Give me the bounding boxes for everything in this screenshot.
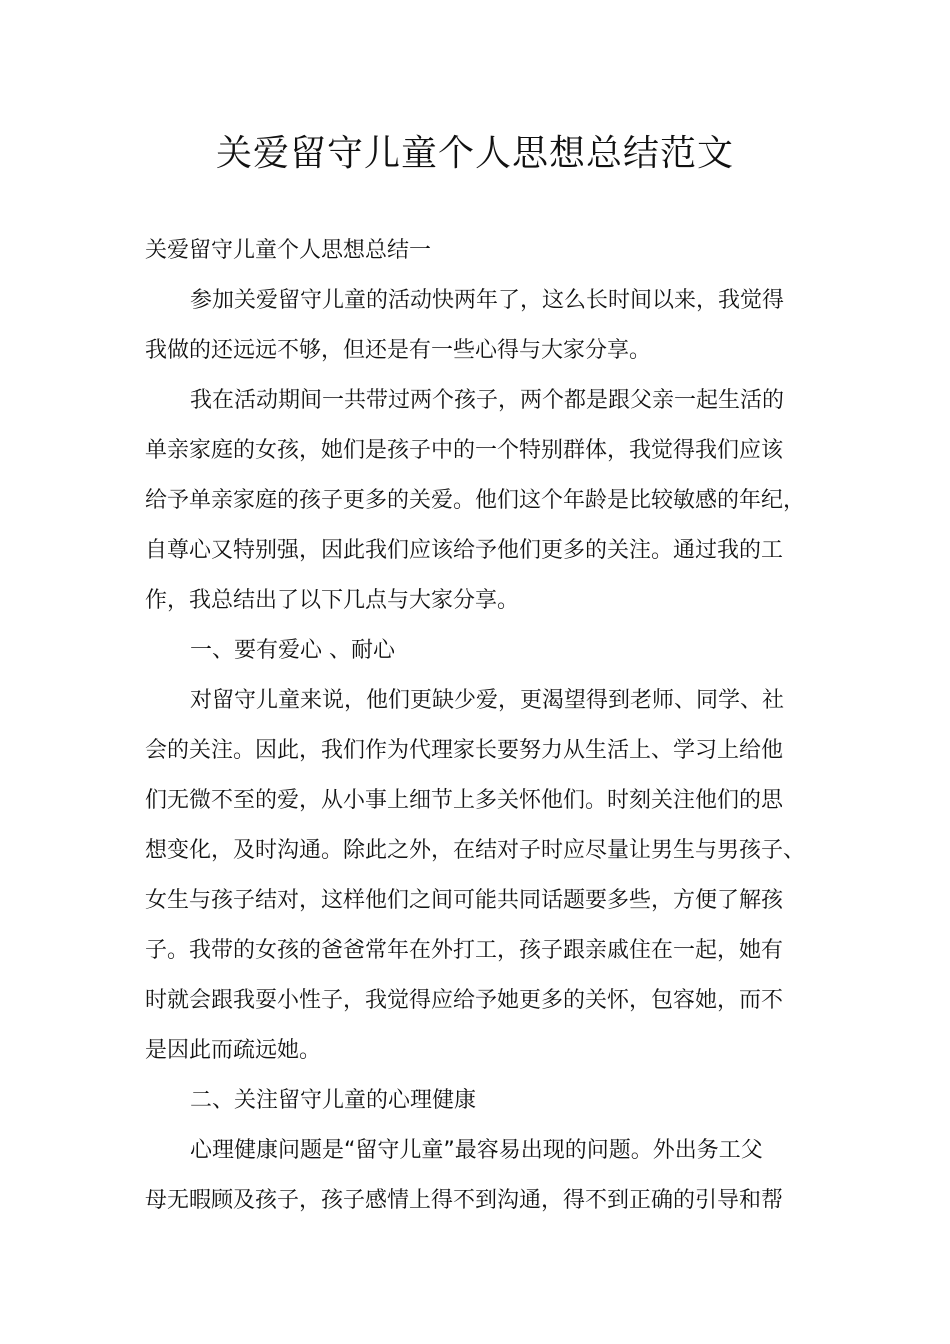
paragraph-line: 对留守儿童来说，他们更缺少爱，更渴望得到老师、同学、社 [190, 688, 785, 713]
paragraph-line: 子。我带的女孩的爸爸常年在外打工，孩子跟亲戚住在一起，她有 [145, 938, 784, 963]
paragraph-line: 心理健康问题是“留守儿童”最容易出现的问题。外出务工父 [190, 1138, 763, 1163]
paragraph-line: 会的关注。因此，我们作为代理家长要努力从生活上、学习上给他 [145, 738, 784, 763]
paragraph-line: 是因此而疏远她。 [145, 1038, 322, 1063]
paragraph-line: 给予单亲家庭的孩子更多的关爱。他们这个年龄是比较敏感的年纪， [145, 488, 806, 513]
subheading: 二、关注留守儿童的心理健康 [190, 1088, 477, 1113]
paragraph-line: 想变化，及时沟通。除此之外，在结对子时应尽量让男生与男孩子、 [145, 838, 806, 863]
paragraph-line: 母无暇顾及孩子，孩子感情上得不到沟通，得不到正确的引导和帮 [145, 1188, 784, 1213]
section-heading: 关爱留守儿童个人思想总结一 [145, 238, 432, 263]
paragraph-line: 作，我总结出了以下几点与大家分享。 [145, 588, 520, 613]
paragraph-line: 单亲家庭的女孩，她们是孩子中的一个特别群体，我觉得我们应该 [145, 438, 784, 463]
paragraph-line: 们无微不至的爱，从小事上细节上多关怀他们。时刻关注他们的思 [145, 788, 784, 813]
document-title: 关爱留守儿童个人思想总结范文 [215, 133, 734, 174]
subheading: 一、要有爱心 、耐心 [190, 638, 395, 663]
paragraph-line: 参加关爱留守儿童的活动快两年了，这么长时间以来，我觉得 [190, 288, 785, 313]
paragraph-line: 我在活动期间一共带过两个孩子，两个都是跟父亲一起生活的 [190, 388, 785, 413]
paragraph-line: 自尊心又特别强，因此我们应该给予他们更多的关注。通过我的工 [145, 538, 784, 563]
paragraph-line: 时就会跟我耍小性子，我觉得应给予她更多的关怀，包容她，而不 [145, 988, 784, 1013]
paragraph-line: 女生与孩子结对，这样他们之间可能共同话题要多些，方便了解孩 [145, 888, 784, 913]
paragraph-line: 我做的还远远不够，但还是有一些心得与大家分享。 [145, 338, 652, 363]
document-body [145, 226, 825, 1226]
